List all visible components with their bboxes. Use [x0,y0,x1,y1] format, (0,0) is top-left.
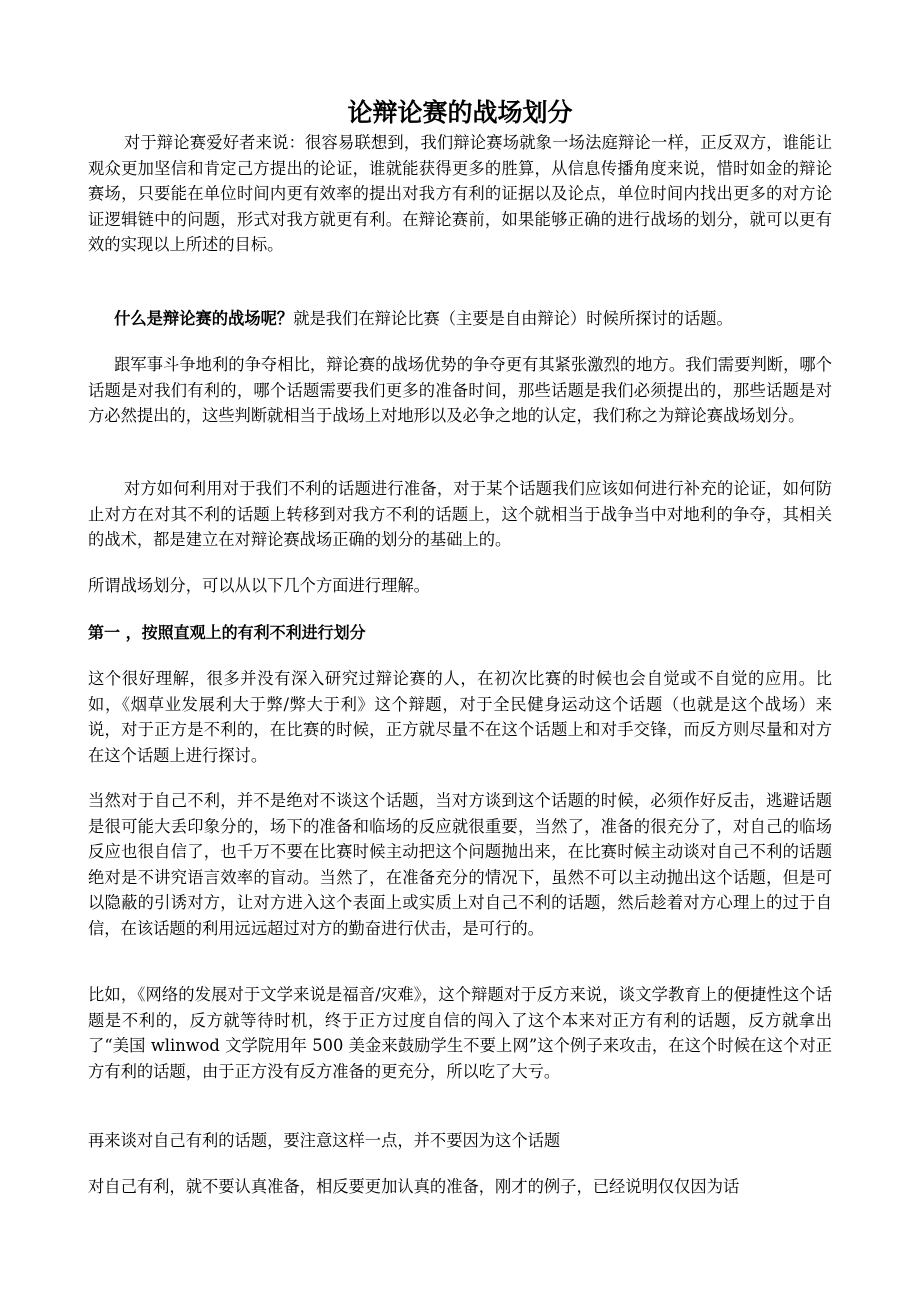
paragraph-favorable-topics: 再来谈对自己有利的话题，要注意这样一点，并不要因为这个话题 [88,1131,561,1150]
paragraph-division-intro: 所谓战场划分，可以从以下几个方面进行理解。 [88,576,430,595]
paragraph-internet-example: 比如，《网络的发展对于文学来说是福音/灾难》，这个辩题对于反方来说，谈文学教育上的便捷性这个话题是不利的，反方就等待时机，终于正方过度自信的闯入了这个本来对正方有利的话题，反方就拿出了“美国 wlinwod 文学院用年 500 美金来鼓励学生不要上网”这个例子来攻击，在这个时候在这个对正方有利的话题，由于正方没有反方准备的更充分，所以吃了大亏。 [88,985,832,1081]
paragraph-preparation-note: 对自己有利，就不要认真准备，相反要更加认真的准备，刚才的例子，已经说明仅仅因为话 [88,1177,740,1196]
answer-text: 就是我们在辩论比赛（主要是自由辩论）时候所探讨的话题。 [293,309,733,328]
paragraph-military-comparison: 跟军事斗争地利的争夺相比，辩论赛的战场优势的争夺更有其紧张激烈的地方。我们需要判断，哪个话题是对我们有利的，哪个话题需要我们更多的准备时间，那些话题是我们必须提出的，那些话题是对方必然提出的，这些判断就相当于战场上对地形以及必争之地的认定，我们称之为辩论赛战场划分。 [88,355,832,425]
section-heading-first: 第一 ，按照直观上的有利不利进行划分 [88,623,366,642]
paragraph-opponent-preparation: 对方如何利用对于我们不利的话题进行准备，对于某个话题我们应该如何进行补充的论证，如何防止对方在对其不利的话题上转移到对我方不利的话题上，这个就相当于战争当中对地利的争夺，其相关的战术，都是建立在对辩论赛战场正确的划分的基础上的。 [88,479,832,549]
paragraph-intro: 对于辩论赛爱好者来说：很容易联想到，我们辩论赛场就象一场法庭辩论一样，正反双方，谁能让观众更加坚信和肯定己方提出的论证，谁就能获得更多的胜算，从信息传播角度来说，惜时如金的辩论赛场，只要能在单位时间内更有效率的提出对我方有利的证据以及论点，单位时间内找出更多的对方论证逻辑链中的问题，形式对我方就更有利。在辩论赛前，如果能够正确的进行战场的划分，就可以更有效的实现以上所述的目标。 [88,133,832,254]
page-title: 论辩论赛的战场划分 [347,98,573,127]
paragraph-intuitive-division: 这个很好理解，很多并没有深入研究过辩论赛的人，在初次比赛的时候也会自觉或不自觉的应用。比如，《烟草业发展利大于弊/弊大于利》这个辩题，对于全民健身运动这个话题（也就是这个战场）来说，对于正方是不利的，在比赛的时候，正方就尽量不在这个话题上和对手交锋，而反方则尽量和对方在这个话题上进行探讨。 [88,669,832,765]
paragraph-unfavorable-topics: 当然对于自己不利，并不是绝对不谈这个话题，当对方谈到这个话题的时候，必须作好反击，逃避话题是很可能大丢印象分的，场下的准备和临场的反应就很重要，当然了，准备的很充分了，对自己的临场反应也很自信了，也千万不要在比赛时候主动把这个问题抛出来，在比赛时候主动谈对自己不利的话题绝对是不讲究语言效率的盲动。当然了，在准备充分的情况下，虽然不可以主动抛出这个话题，但是可以隐蔽的引诱对方，让对方进入这个表面上或实质上对自己不利的话题，然后趁着对方心理上的过于自信，在该话题的利用远远超过对方的勤奋进行伏击，是可行的。 [88,791,832,938]
paragraph-what-is-battlefield [88,306,832,332]
question-bold-text: 什么是辩论赛的战场呢？ [114,309,294,328]
